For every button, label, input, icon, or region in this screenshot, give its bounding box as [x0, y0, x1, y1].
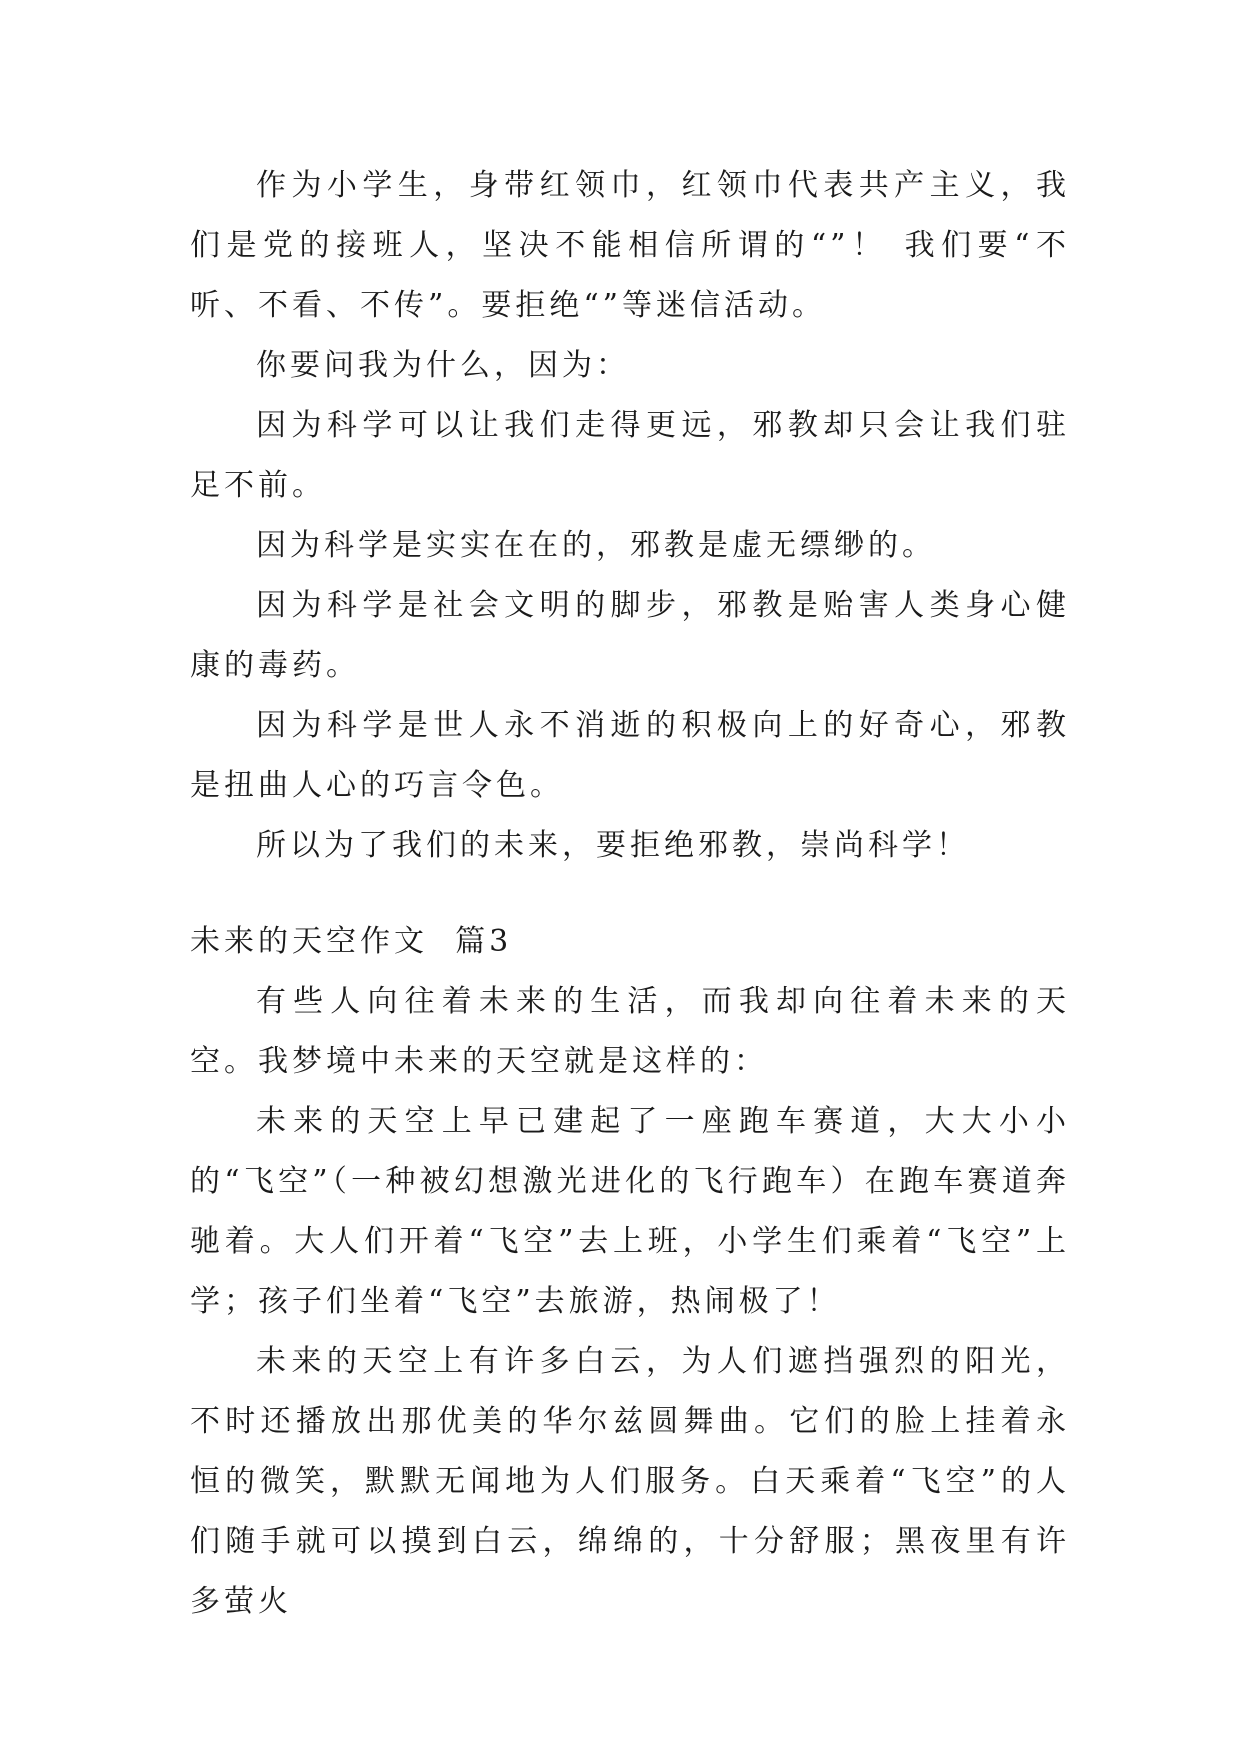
paragraph-race-track: 未来的天空上早已建起了一座跑车赛道，大大小小的“飞空”（一种被幻想激光进化的飞行跑车）在跑车赛道奔驰着。大人们开着“飞空”去上班，小学生们乘着“飞空”上学；孩子们坐着“飞空”去旅游，热闹极了！ — [190, 1104, 1070, 1319]
essay-heading: 未来的天空作文 篇3 — [190, 924, 513, 959]
paragraph-reason-further: 因为科学可以让我们走得更远，邪教却只会让我们驻足不前。 — [190, 408, 1070, 503]
paragraph-clouds: 未来的天空上有许多白云，为人们遮挡强烈的阳光，不时还播放出那优美的华尔兹圆舞曲。它们的脸上挂着永恒的微笑，默默无闻地为人们服务。白天乘着“飞空”的人们随手就可以摸到白云，绵绵的，十分舒服；黑夜里有许多萤火 — [190, 1344, 1070, 1619]
paragraph-reason-civilization: 因为科学是社会文明的脚步，邪教是贻害人类身心健康的毒药。 — [190, 588, 1070, 683]
paragraph-intro: 有些人向往着未来的生活，而我却向往着未来的天空。我梦境中未来的天空就是这样的： — [190, 984, 1070, 1079]
section-science — [190, 156, 1070, 876]
paragraph-reason-curiosity: 因为科学是世人永不消逝的积极向上的好奇心，邪教是扭曲人心的巧言令色。 — [190, 708, 1070, 803]
paragraph-reason-real: 因为科学是实实在在的，邪教是虚无缥缈的。 — [256, 528, 936, 563]
paragraph-why: 你要问我为什么，因为： — [256, 348, 630, 383]
section-future-sky — [190, 912, 1070, 1632]
paragraph-conclusion: 所以为了我们的未来，要拒绝邪教，崇尚科学！ — [256, 828, 970, 863]
paragraph-young-pioneer: 作为小学生，身带红领巾，红领巾代表共产主义，我们是党的接班人，坚决不能相信所谓的“”！ 我们要“不听、不看、不传”。要拒绝“”等迷信活动。 — [190, 168, 1070, 323]
